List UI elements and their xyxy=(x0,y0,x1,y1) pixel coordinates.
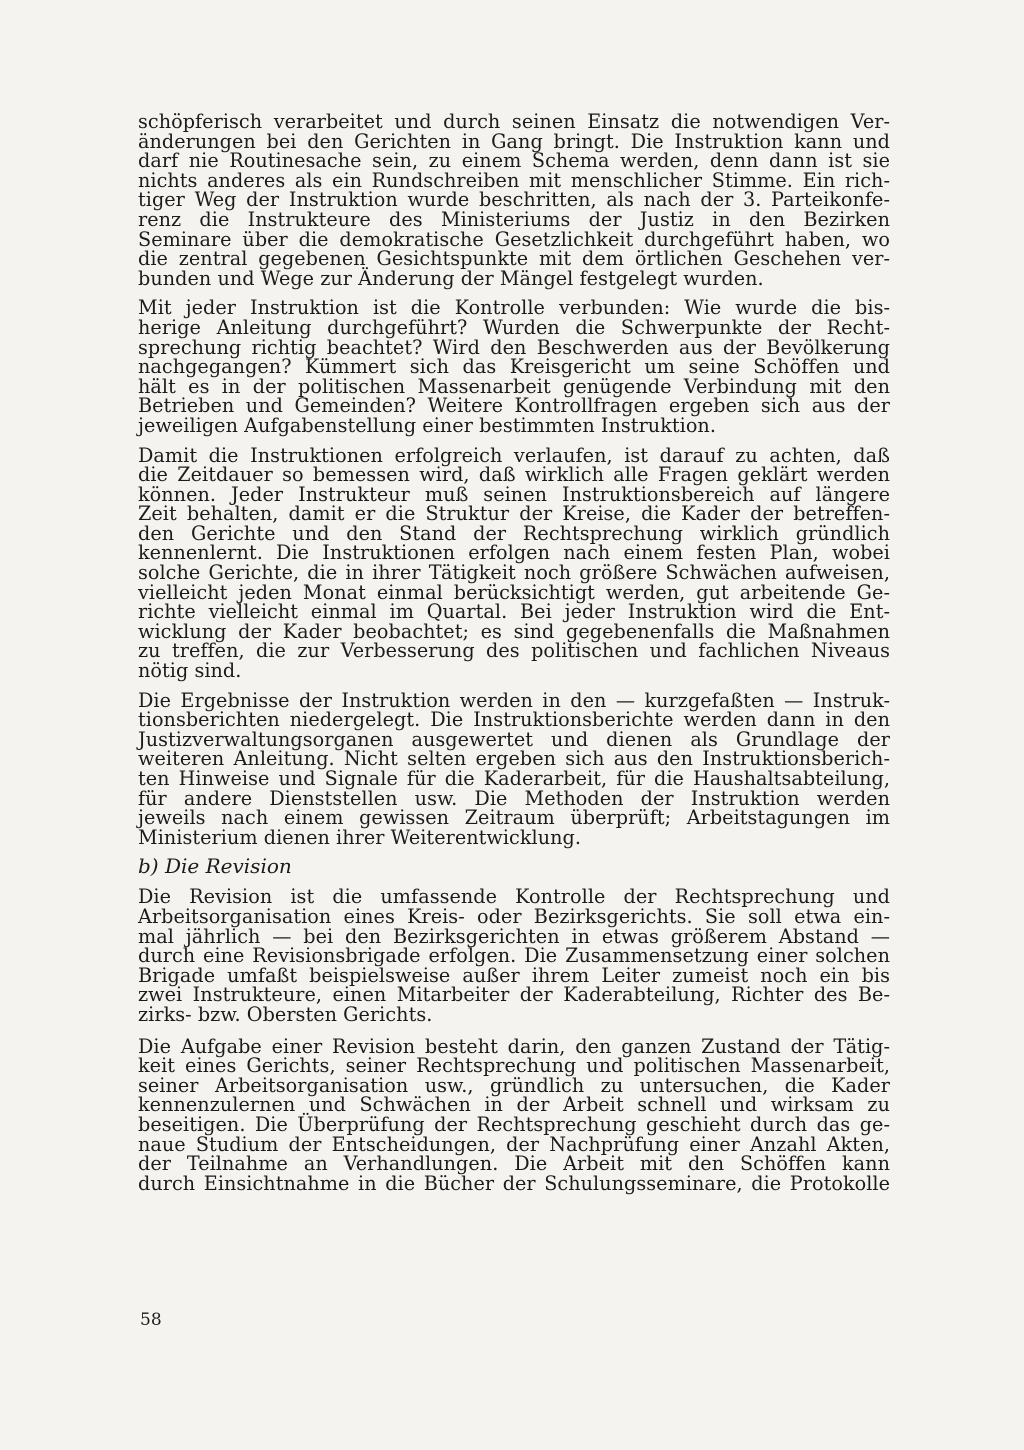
text-line: können. Jeder Instrukteur muß seinen Instruktionsbereich auf längere xyxy=(138,482,890,506)
text-line: seiner Arbeitsorganisation usw., gründlich zu untersuchen, die Kader xyxy=(138,1073,890,1097)
text-line: nachgegangen? Kümmert sich das Kreisgericht um seine Schöffen und xyxy=(138,355,890,379)
text-line: keit eines Gerichts, seiner Rechtsprechung und politischen Massenarbeit, xyxy=(138,1054,890,1078)
text-line: kennenzulernen und Schwächen in der Arbeit schnell und wirksam zu xyxy=(138,1093,890,1117)
text-line: Justizverwaltungsorganen ausgewertet und dienen als Grundlage der xyxy=(138,727,890,751)
paragraph xyxy=(138,443,890,683)
text-line: jeweiligen Aufgabenstellung einer bestimmten Instruktion. xyxy=(138,413,716,437)
text-line: weiteren Anleitung. Nicht selten ergeben sich aus den Instruktionsberich- xyxy=(138,747,890,771)
text-line: hält es in der politischen Massenarbeit genügende Verbindung mit den xyxy=(138,374,890,398)
text-line: zirks- bzw. Obersten Gerichts. xyxy=(138,1002,433,1026)
text-line: Brigade umfaßt beispielsweise außer ihrem Leiter zumeist noch ein bis xyxy=(138,963,890,987)
text-line: darf nie Routinesache sein, zu einem Schema werden, denn dann ist sie xyxy=(138,149,890,173)
text-line: der Teilnahme an Verhandlungen. Die Arbeit mit den Schöffen kann xyxy=(138,1152,890,1176)
text-line: zu treffen, die zur Verbesserung des politischen und fachlichen Niveaus xyxy=(138,639,890,663)
section-heading: b) Die Revision xyxy=(138,854,292,879)
paragraph xyxy=(138,1034,890,1195)
paragraph xyxy=(138,298,890,435)
text-line: ten Hinweise und Signale für die Kaderarbeit, für die Haushaltsabteilung, xyxy=(138,767,890,790)
body-text xyxy=(138,112,890,1193)
text-line: nötig sind. xyxy=(138,659,242,683)
page-number: 58 xyxy=(140,1310,162,1330)
paragraph xyxy=(138,688,890,849)
text-line: nichts anderes als ein Rundschreiben mit menschlicher Stimme. Ein rich- xyxy=(138,168,890,192)
text-line: durch Einsichtnahme in die Bücher der Schulungsseminare, die Protokolle xyxy=(138,1171,890,1195)
text-line: richte vielleicht einmal im Quartal. Bei jeder Instruktion wird die Ent- xyxy=(138,600,890,624)
paragraph xyxy=(138,887,890,1024)
text-line: die zentral gegebenen Gesichtspunkte mit dem örtlichen Geschehen ver- xyxy=(138,247,890,271)
text-line: Seminare über die demokratische Gesetzlichkeit durchgeführt haben, wo xyxy=(138,227,890,251)
text-line: Die Revision ist die umfassende Kontrolle der Rechtsprechung und xyxy=(138,885,890,909)
text-line: kennenlernt. Die Instruktionen erfolgen nach einem festen Plan, wobei xyxy=(138,541,890,565)
text-line: bunden und Wege zur Änderung der Mängel festgelegt wurden. xyxy=(138,266,764,290)
text-line: änderungen bei den Gerichten in Gang bringt. Die Instruktion kann und xyxy=(138,129,890,153)
text-line: Die Aufgabe einer Revision besteht darin, den ganzen Zustand der Tätig- xyxy=(138,1034,890,1058)
text-line: mal jährlich — bei den Bezirksgerichten in etwas größerem Abstand — xyxy=(138,924,890,948)
text-line: Die Ergebnisse der Instruktion werden in den — kurzgefaßten — Instruk- xyxy=(138,688,890,712)
text-line: zwei Instrukteure, einen Mitarbeiter der Kaderabteilung, Richter des Be- xyxy=(138,983,890,1007)
text-line: wicklung der Kader beobachtet; es sind gegebenenfalls die Maßnahmen xyxy=(138,619,890,643)
text-line: für andere Dienststellen usw. Die Methoden der Instruktion werden xyxy=(138,786,890,810)
text-line: schöpferisch verarbeitet und durch seinen Einsatz die notwendigen Ver- xyxy=(138,110,890,133)
text-line: jeweils nach einem gewissen Zeitraum überprüft; Arbeitstagungen im xyxy=(138,806,890,830)
text-line: Betrieben und Gemeinden? Weitere Kontrollfragen ergeben sich aus der xyxy=(138,394,890,418)
text-line: tiger Weg der Instruktion wurde beschritten, als nach der 3. Parteikonfe- xyxy=(138,188,890,212)
text-line: die Zeitdauer so bemessen wird, daß wirklich alle Fragen geklärt werden xyxy=(138,463,890,487)
text-line: naue Studium der Entscheidungen, der Nachprüfung einer Anzahl Akten, xyxy=(138,1132,890,1156)
text-line: solche Gerichte, die in ihrer Tätigkeit noch größere Schwächen aufweisen, xyxy=(138,561,890,585)
text-line: vielleicht jeden Monat einmal berücksichtigt werden, gut arbeitende Ge- xyxy=(138,580,890,604)
text-line: den Gerichte und den Stand der Rechtsprechung wirklich gründlich xyxy=(138,521,890,545)
text-line: Zeit behalten, damit er die Struktur der Kreise, die Kader der betreffen- xyxy=(138,502,890,526)
text-line: herige Anleitung durchgeführt? Wurden die Schwerpunkte der Recht- xyxy=(138,315,890,339)
text-line: renz die Instrukteure des Ministeriums der Justiz in den Bezirken xyxy=(138,207,890,231)
text-line: Mit jeder Instruktion ist die Kontrolle verbunden: Wie wurde die bis- xyxy=(138,296,890,320)
text-line: Arbeitsorganisation eines Kreis- oder Bezirksgerichts. Sie soll etwa ein- xyxy=(138,904,890,928)
text-line: tionsberichten niedergelegt. Die Instruktionsberichte werden dann in den xyxy=(138,708,890,732)
text-line: Damit die Instruktionen erfolgreich verlaufen, ist darauf zu achten, daß xyxy=(138,443,890,467)
text-line: sprechung richtig beachtet? Wird den Beschwerden aus der Bevölkerung xyxy=(138,335,890,359)
text-line: Ministerium dienen ihrer Weiterentwicklung. xyxy=(138,825,582,849)
text-line: durch eine Revisionsbrigade erfolgen. Die Zusammensetzung einer solchen xyxy=(138,944,890,968)
paragraph xyxy=(138,112,890,288)
text-line: beseitigen. Die Überprüfung der Rechtsprechung geschieht durch das ge- xyxy=(138,1112,890,1136)
